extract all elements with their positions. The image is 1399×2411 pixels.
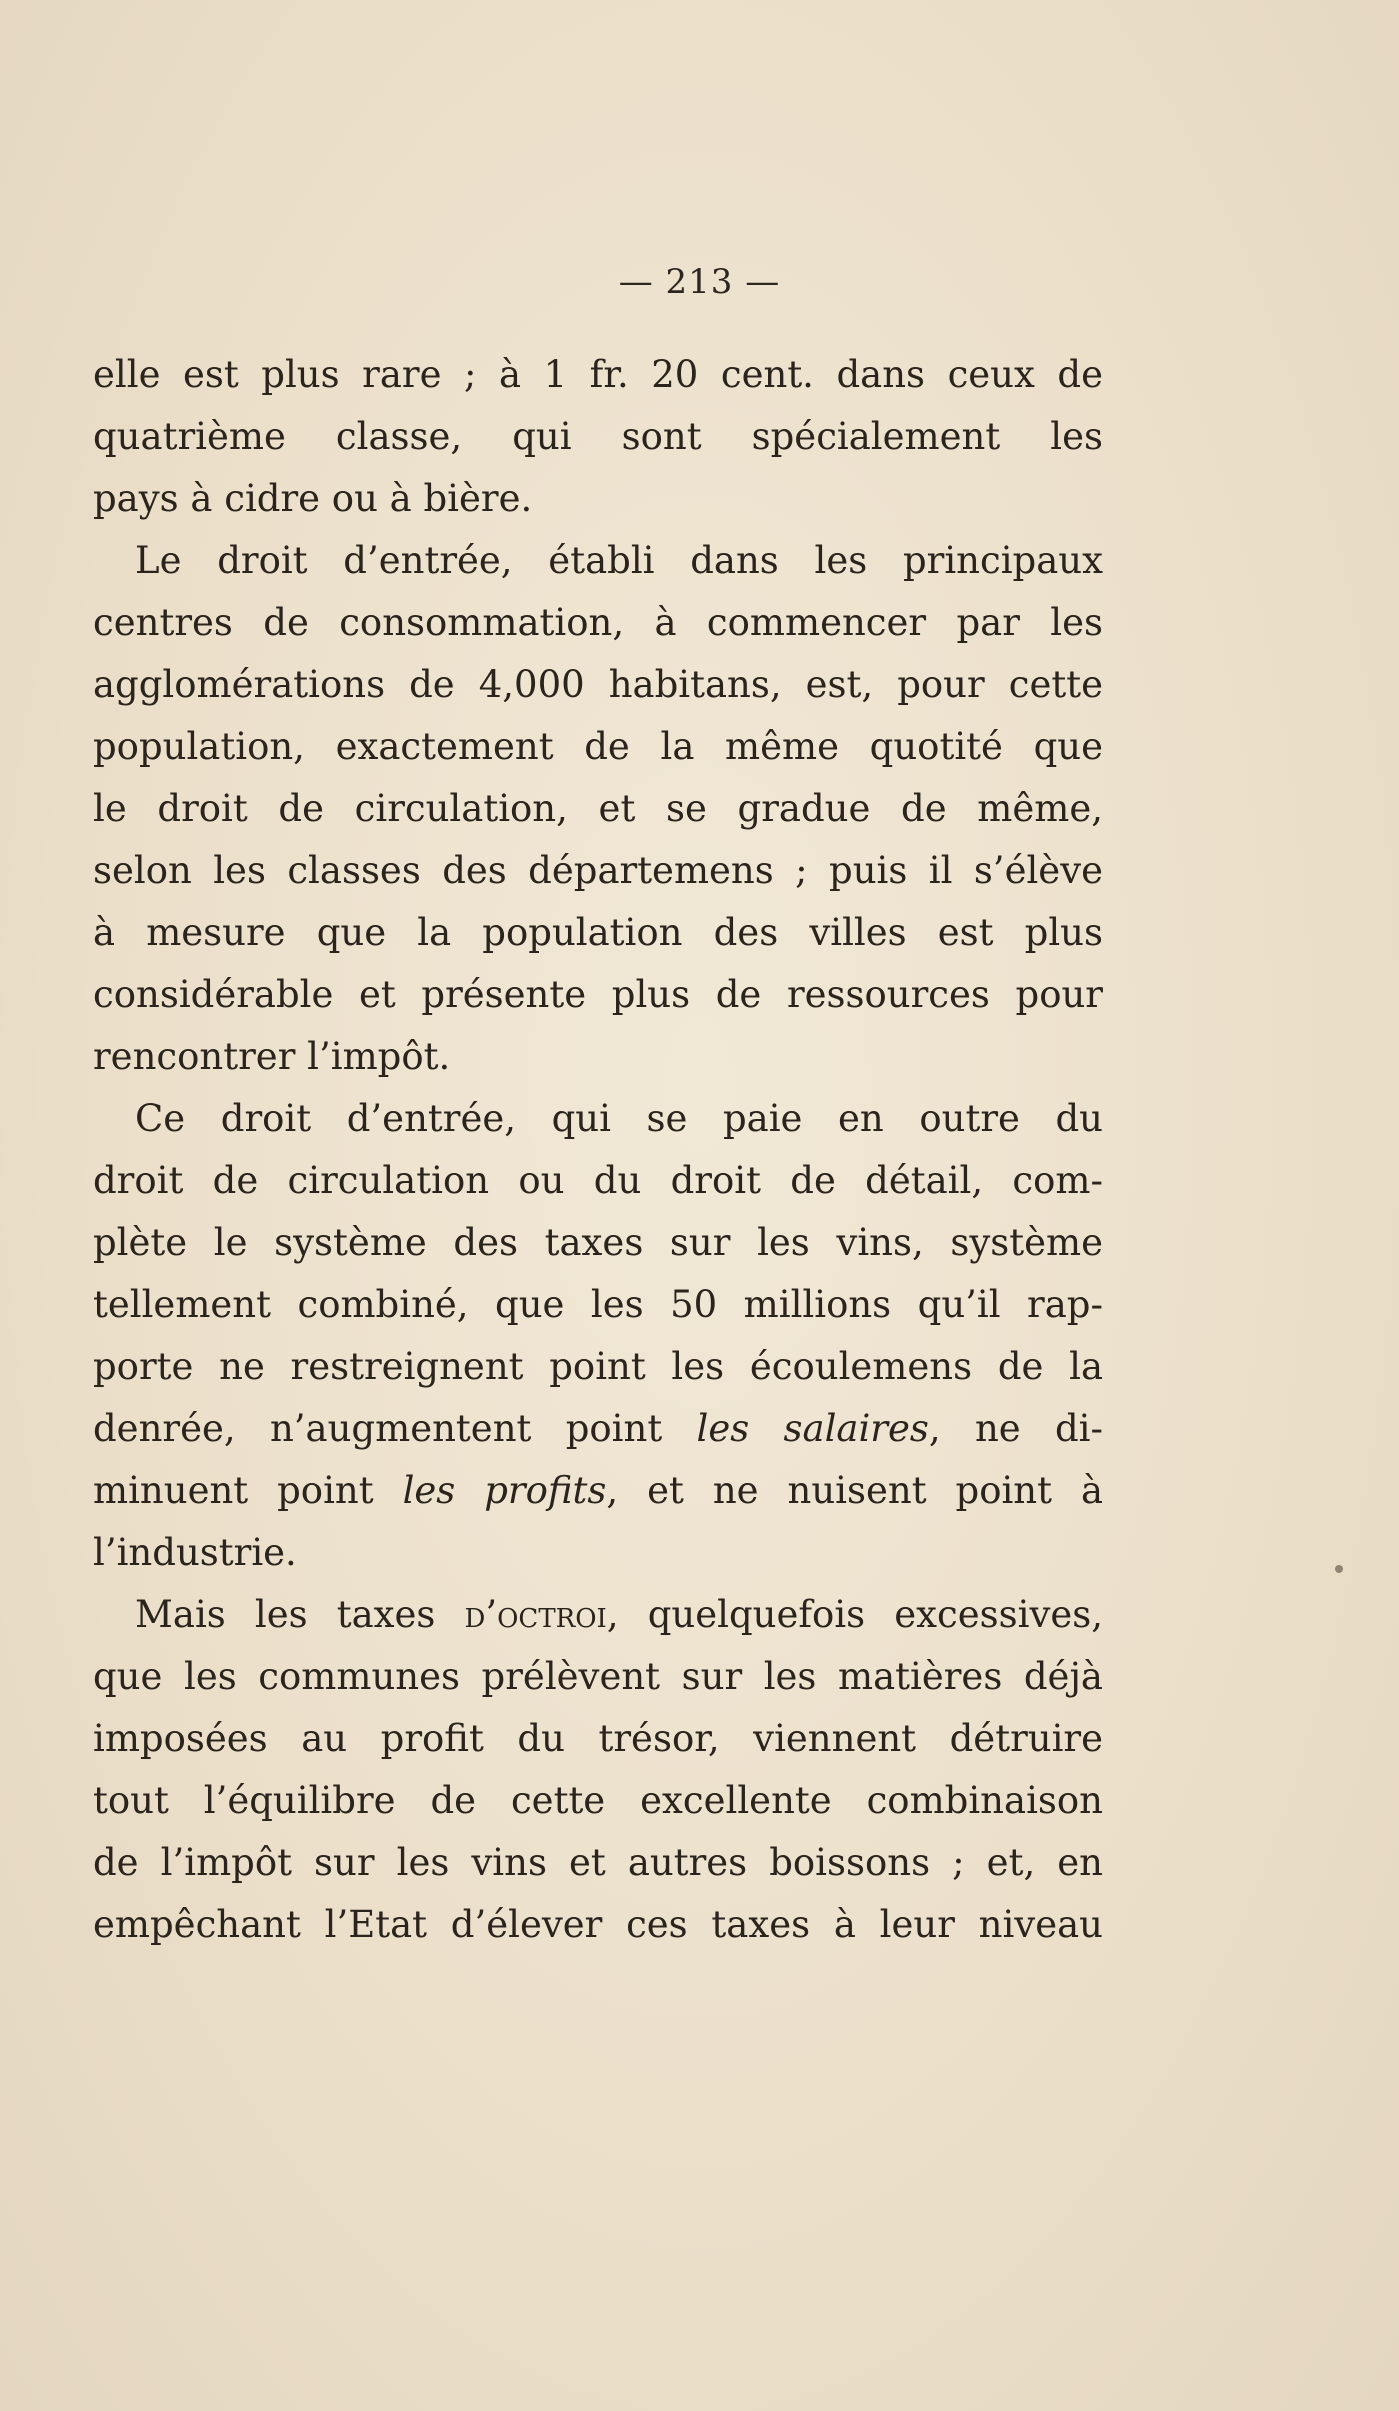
text-line: agglomérations de 4,000 habitans, est, pour cette [93, 663, 1103, 706]
italic-phrase: les profits [402, 1469, 607, 1512]
text-line: imposées au profit du trésor, viennent détruire [93, 1717, 1103, 1760]
text-line [93, 1398, 1103, 1460]
text-line: considérable et présente plus de ressources pour [93, 973, 1103, 1016]
text-line: centres de consommation, à commencer par les [93, 601, 1103, 644]
text-line: tellement combiné, que les 50 millions qu’il rap- [93, 1283, 1103, 1326]
paper-speck [1335, 1565, 1343, 1573]
text-line: l’industrie. [93, 1531, 297, 1574]
small-caps-term: d’octroi [464, 1593, 607, 1636]
text-line: elle est plus rare ; à 1 fr. 20 cent. dans ceux de [93, 353, 1103, 396]
page-number: — 213 — [618, 262, 781, 302]
text-line [93, 1584, 1103, 1646]
text-line: plète le système des taxes sur les vins, système [93, 1221, 1103, 1264]
text-line: de l’impôt sur les vins et autres boissons ; et, en [93, 1841, 1103, 1884]
text-line: Le droit d’entrée, établi dans les principaux [135, 539, 1103, 582]
text-segment: , et ne nuisent point à [606, 1469, 1103, 1512]
text-line: Ce droit d’entrée, qui se paie en outre du [135, 1097, 1103, 1140]
text-line: population, exactement de la même quotité que [93, 725, 1103, 768]
text-segment: Mais les taxes [135, 1593, 465, 1636]
text-line: droit de circulation ou du droit de détail, com- [93, 1159, 1103, 1202]
text-line: pays à cidre ou à bière. [93, 477, 533, 520]
body-text [93, 344, 1103, 1956]
text-line: selon les classes des départemens ; puis il s’élève [93, 849, 1103, 892]
text-line: porte ne restreignent point les écoulemens de la [93, 1345, 1103, 1388]
text-line: le droit de circulation, et se gradue de même, [93, 787, 1103, 830]
text-line: rencontrer l’impôt. [93, 1035, 451, 1078]
text-line: tout l’équilibre de cette excellente combinaison [93, 1779, 1103, 1822]
text-line: empêchant l’Etat d’élever ces taxes à leur niveau [93, 1903, 1103, 1946]
italic-phrase: les salaires [696, 1407, 929, 1450]
text-segment: minuent point [93, 1469, 403, 1512]
text-segment: , quelquefois excessives, [606, 1593, 1103, 1636]
text-segment: denrée, n’augmentent point [93, 1407, 697, 1450]
text-line: à mesure que la population des villes est plus [93, 911, 1103, 954]
text-line [93, 1460, 1103, 1522]
text-line: quatrième classe, qui sont spécialement les [93, 415, 1103, 458]
text-line: que les communes prélèvent sur les matières déjà [93, 1655, 1103, 1698]
text-segment: , ne di- [928, 1407, 1104, 1450]
